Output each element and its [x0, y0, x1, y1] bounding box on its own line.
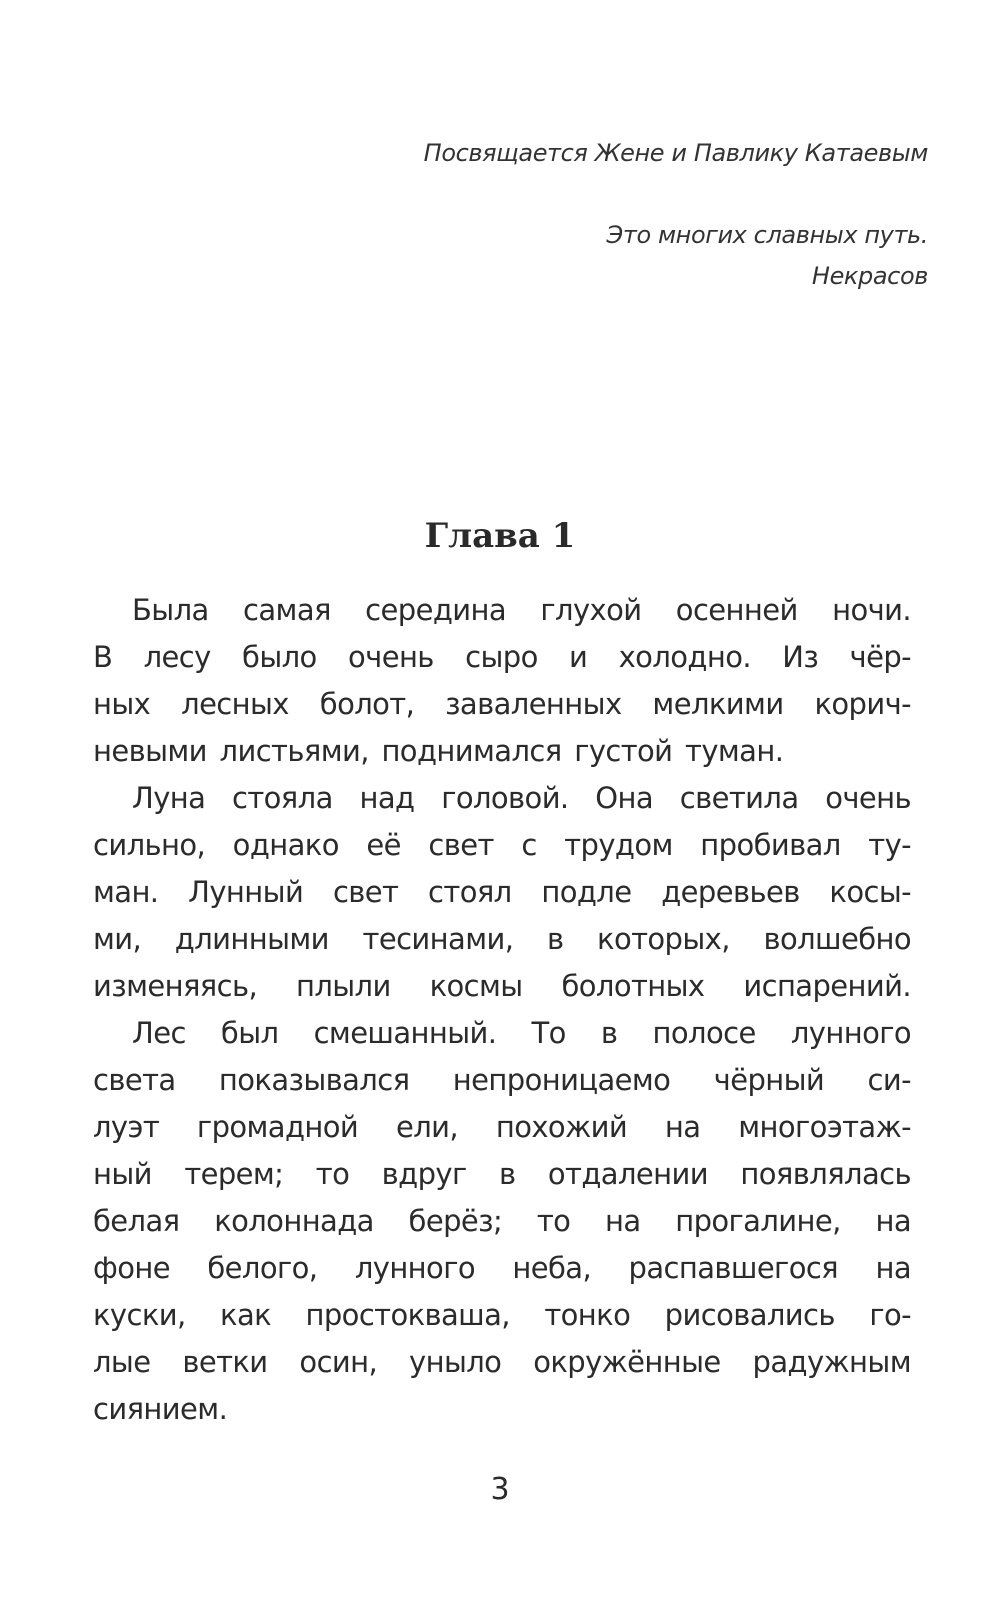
text-line: ми, длинными тесинами, в которых, волшебно	[93, 922, 911, 956]
text-line: ный терем; то вдруг в отдалении появлялась	[93, 1157, 911, 1191]
text-line: ман. Лунный свет стоял подле деревьев косы-	[93, 875, 911, 909]
text-line: фоне белого, лунного неба, распавшегося на	[93, 1251, 911, 1285]
dedication: Посвящается Жене и Павлику Катаевым	[423, 139, 928, 167]
text-line: луэт громадной ели, похожий на многоэтаж-	[93, 1110, 911, 1144]
text-line: Была самая середина глухой осенней ночи.	[132, 593, 911, 627]
chapter-title: Глава 1	[424, 516, 576, 556]
text-line: изменяясь, плыли космы болотных испарений.	[93, 969, 911, 1003]
text-line: сиянием.	[93, 1392, 228, 1426]
text-line: невыми листьями, поднимался густой туман.	[93, 734, 784, 768]
text-line: света показывался непроницаемо чёрный си-	[93, 1063, 911, 1097]
text-line: белая колоннада берёз; то на прогалине, на	[93, 1204, 911, 1238]
text-line: лые ветки осин, уныло окружённые радужным	[93, 1345, 911, 1379]
epigraph-author: Некрасов	[811, 262, 928, 290]
text-line: В лесу было очень сыро и холодно. Из чёр-	[93, 640, 911, 674]
text-line: Луна стояла над головой. Она светила очень	[132, 781, 911, 815]
epigraph-quote: Это многих славных путь.	[606, 221, 928, 249]
text-line: куски, как простокваша, тонко рисовались го-	[93, 1298, 911, 1332]
text-line: ных лесных болот, заваленных мелкими корич-	[93, 687, 911, 721]
page-number: 3	[490, 1472, 510, 1507]
text-line: Лес был смешанный. То в полосе лунного	[132, 1016, 911, 1050]
text-line: сильно, однако её свет с трудом пробивал ту-	[93, 828, 911, 862]
